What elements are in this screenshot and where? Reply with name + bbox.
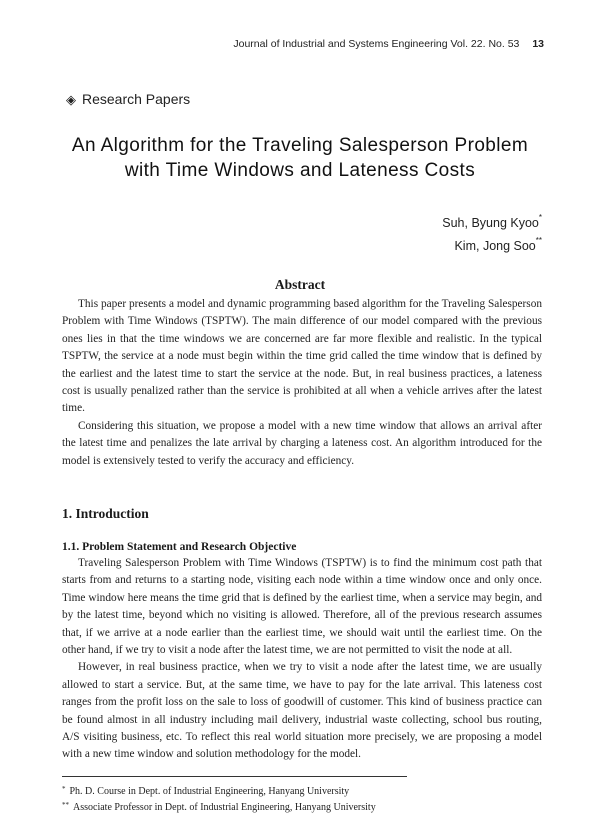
journal-info: Journal of Industrial and Systems Engineering Vol. 22. No. 53 [233, 38, 520, 50]
abstract-paragraph: This paper presents a model and dynamic programming based algorithm for the Traveling Salesperson Problem with Time Windows (TSPTW). The main difference of our model compared with the previous ones lies in that the time windows we are concerned are far more flexible and realistic. In the typical TSPTW, the service at a node must begin within the time grid called the time window that is defined by the earliest and the latest time to start the service at the node. But, in real business practices, a lateness cost is usually penalized rather than the service is prohibited at all when a vehicle arrives after the latest time. [62, 298, 542, 415]
subsection-heading: 1.1. Problem Statement and Research Objective [62, 541, 297, 553]
footnote [62, 784, 542, 800]
paper-title [0, 133, 600, 183]
author-mark: ** [535, 236, 542, 246]
footnote-divider [62, 776, 407, 777]
author-mark: * [538, 213, 542, 222]
body-paragraph: Traveling Salesperson Problem with Time Windows (TSPTW) is to find the minimum cost path that starts from and returns to a starting node, visiting each node within a time window once and only once. Time window here means the time grid that is defined by the earliest time, when a service may begin, and by the latest time, beyond which no visiting is allowed. Therefore, all of the previous research assumes that, if we arrive at a node earlier than the earliest time, we should wait until the earliest time. On the other hand, if we try to visit a node after the latest time, we are not permitted to visit the node at all. [62, 557, 542, 657]
author-2 [442, 233, 542, 256]
author-1 [442, 210, 542, 233]
abstract-body [62, 296, 542, 470]
section-heading: 1. Introduction [62, 506, 149, 521]
running-header [233, 38, 544, 50]
abstract-paragraph: Considering this situation, we propose a model with a new time window that allows an arrival after the latest time and penalizes the late arrival by charging a lateness cost. An algorithm introduced for the model is extensively tested to verify the accuracy and efficiency. [62, 419, 542, 467]
footnote-text: Associate Professor in Dept. of Industrial Engineering, Hanyang University [73, 802, 376, 813]
footnote-mark: ** [62, 801, 69, 809]
footnote-text: Ph. D. Course in Dept. of Industrial Engineering, Hanyang University [69, 786, 350, 797]
footnotes [62, 784, 542, 816]
section-tag [66, 91, 190, 108]
author-name: Kim, Jong Soo [454, 239, 536, 254]
abstract-heading: Abstract [274, 277, 326, 292]
diamond-icon: ◈ [66, 92, 76, 107]
section-tag-label: Research Papers [82, 91, 191, 107]
title-line-1: An Algorithm for the Traveling Salesperson Problem [71, 135, 529, 156]
author-list [442, 210, 542, 256]
body-paragraph: However, in real business practice, when we try to visit a node after the latest time, we are usually allowed to start a service. But, at the same time, we have to pay for the late arrival. This lateness cost ranges from the profit loss on the sale to loss of goodwill of customer. This kind of business practice can be found almost in all industry including mail delivery, industrial waste collecting, school bus routing, A/S visiting business, etc. To reflect this real world situation more precisely, we are proposing a model with a new time window and solution methodology for the model. [62, 661, 542, 761]
author-name: Suh, Byung Kyoo [442, 216, 539, 231]
title-line-2: with Time Windows and Lateness Costs [124, 160, 476, 181]
introduction-body [62, 555, 542, 764]
footnote [62, 800, 542, 816]
footnote-mark: * [62, 785, 66, 793]
page-number: 13 [532, 38, 544, 50]
